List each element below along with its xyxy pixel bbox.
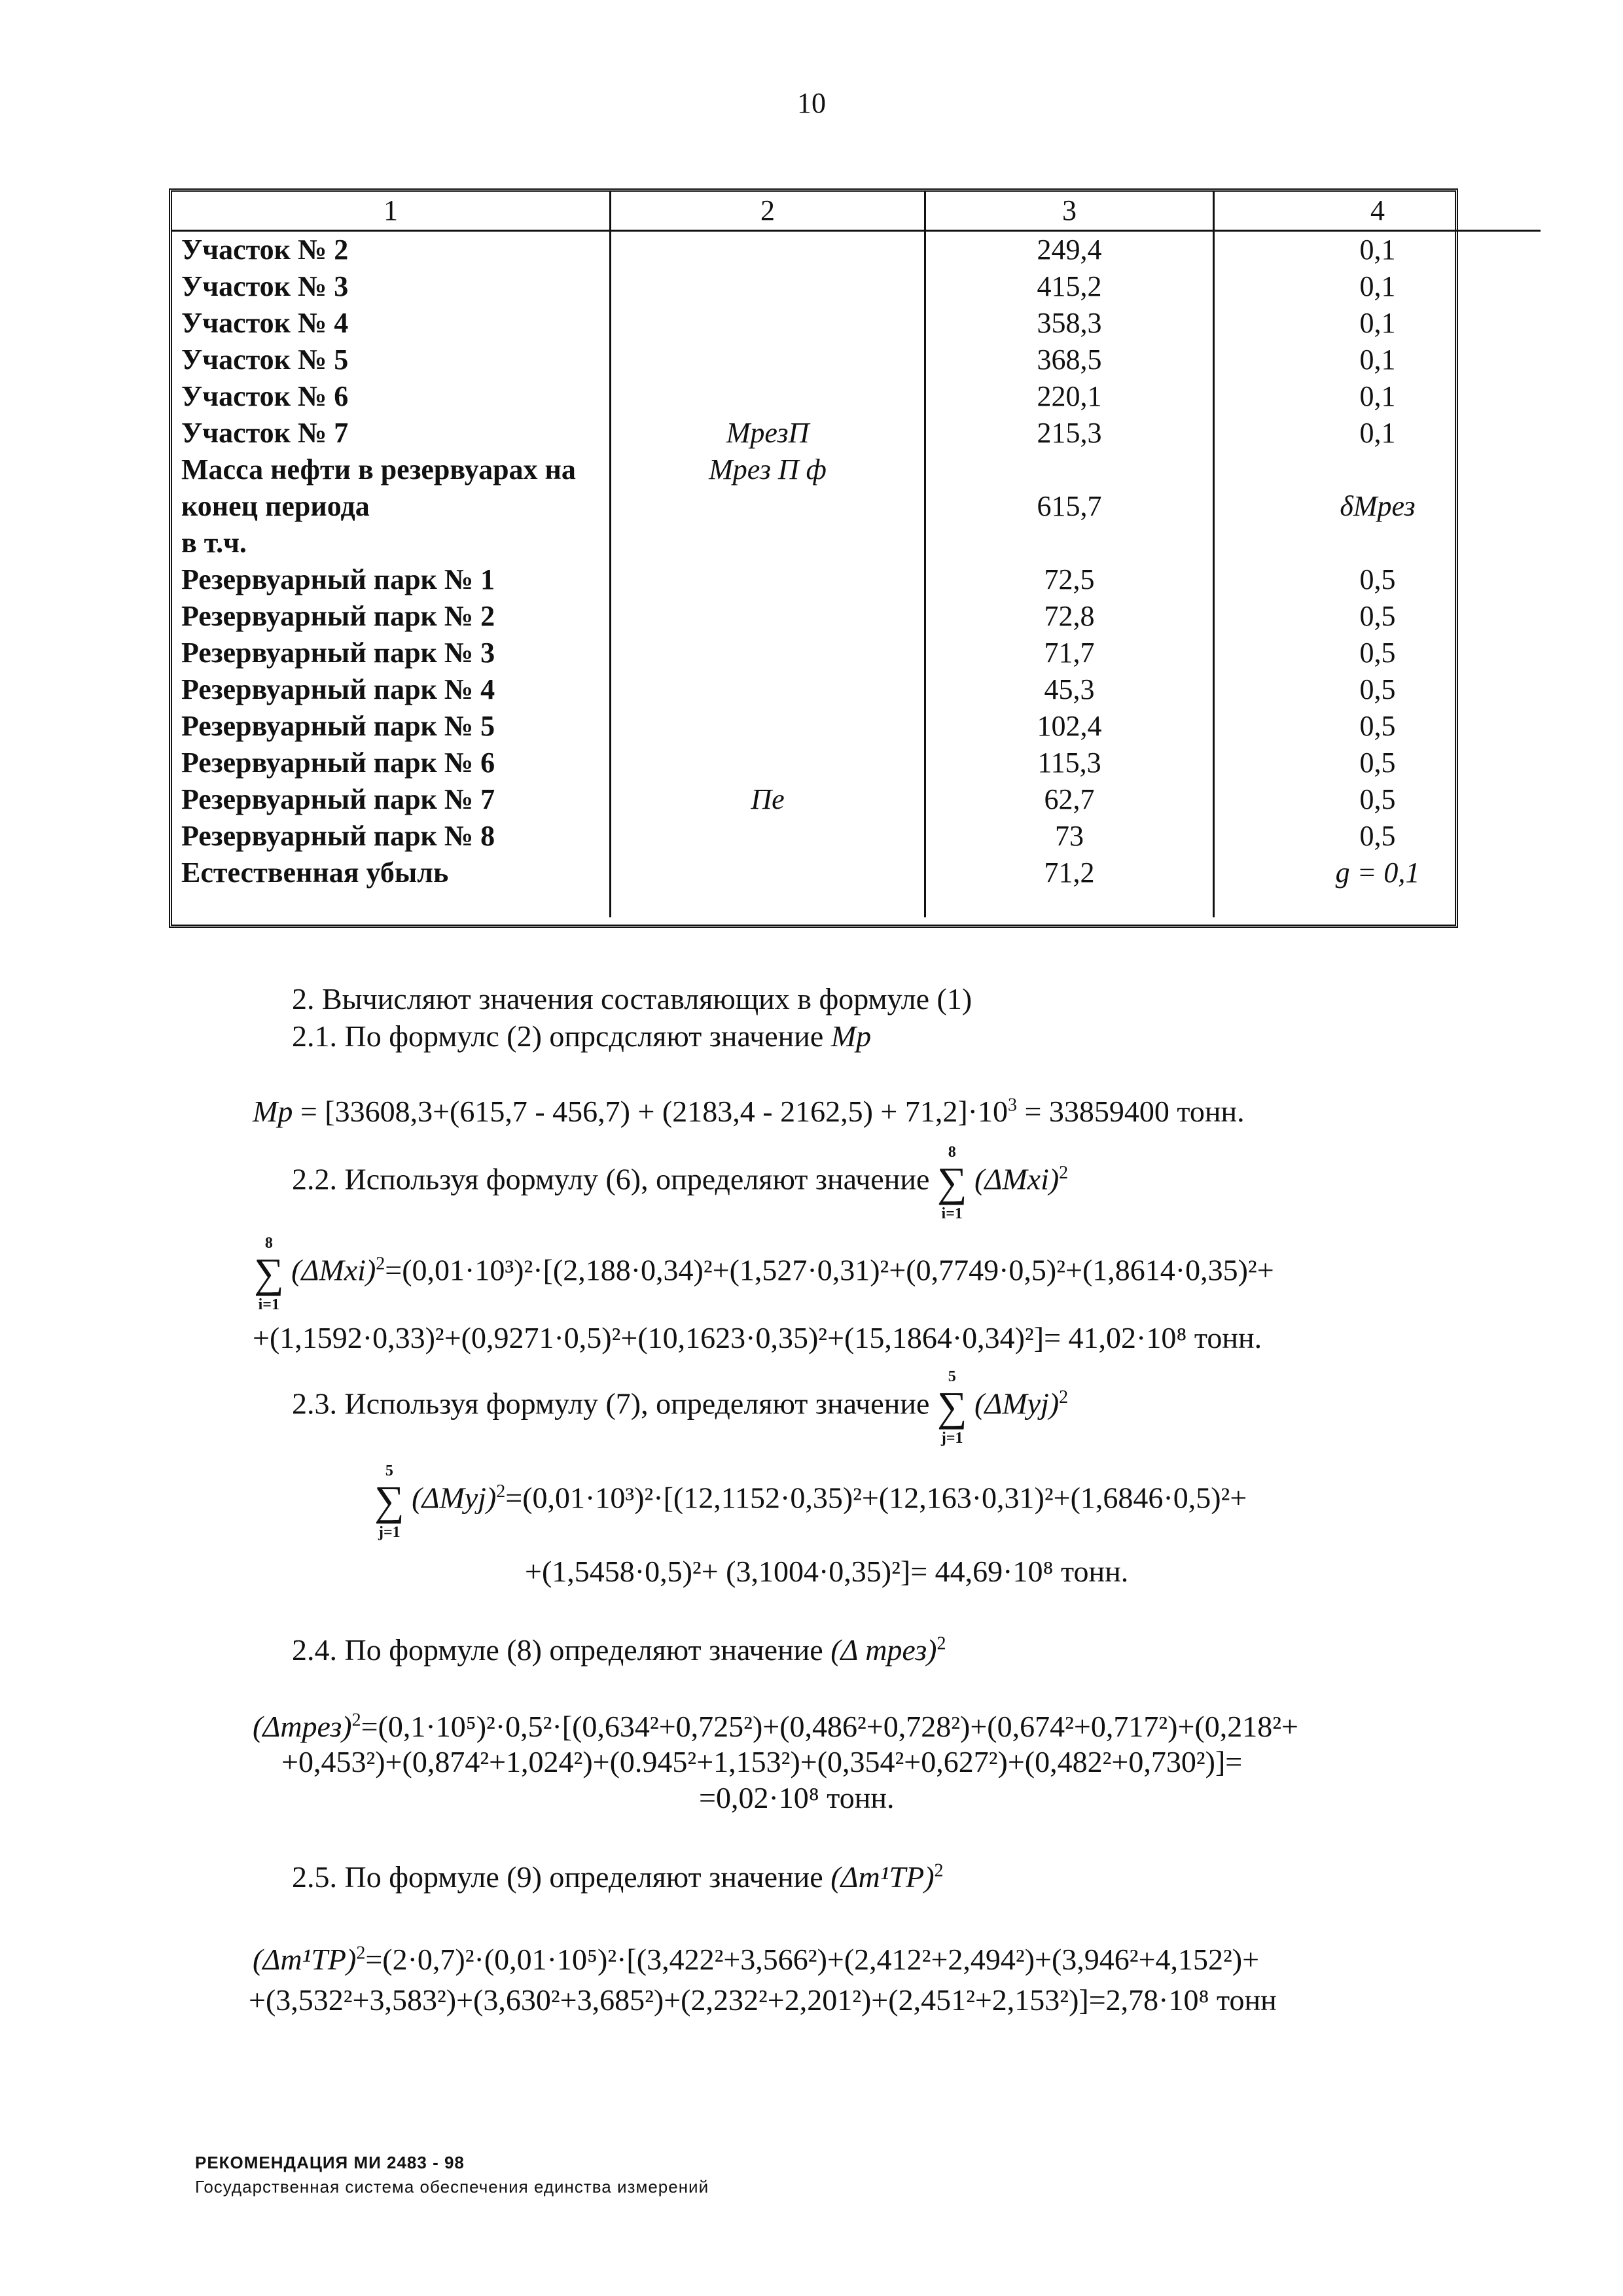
row-name-cell: Резервуарный парк № 3 <box>172 635 611 671</box>
row-symbol-cell <box>611 598 925 635</box>
row-name-cell: Участок № 6 <box>172 378 611 415</box>
row-name-cell: Участок № 4 <box>172 305 611 342</box>
table-header-cell: 4 <box>1214 192 1541 231</box>
table-row <box>172 305 1541 342</box>
table-row <box>172 781 1541 818</box>
section-2-1-heading: 2.1. По формулс (2) опрсдсляют значение Mр <box>292 1019 872 1053</box>
row-name-cell: Участок № 3 <box>172 268 611 305</box>
row-name-cell: Резервуарный парк № 6 <box>172 745 611 781</box>
row-value-cell: 45,3 <box>925 671 1214 708</box>
row-symbol-cell <box>611 818 925 855</box>
row-symbol-cell: Mрез П ф <box>611 451 925 488</box>
row-error-cell: g = 0,1 <box>1335 857 1420 889</box>
table-row <box>172 855 1541 891</box>
row-name-cell: Резервуарный парк № 7 <box>172 781 611 818</box>
row-error-cell: 0,5 <box>1359 710 1396 742</box>
table-header-cell: 2 <box>611 192 925 231</box>
formula-2-2-line2: +(1,1592·0,33)²+(0,9271·0,5)²+(10,1623·0,35)²+(15,1864·0,34)²]= 41,02·10⁸ тонн. <box>253 1321 1262 1354</box>
row-value-cell: 220,1 <box>925 378 1214 415</box>
formula-2-5-line2: +(3,532²+3,583²)+(3,630²+3,685²)+(2,232²+2,201²)+(2,451²+2,153²)]=2,78·10⁸ тонн <box>249 1983 1277 2017</box>
row-name-cell: конец периода <box>172 488 611 525</box>
row-error-cell: 0,5 <box>1359 563 1396 595</box>
row-symbol-cell <box>611 855 925 891</box>
table-header-row <box>172 192 1541 231</box>
table-row <box>172 708 1541 745</box>
formula-2-4-line3: =0,02·10⁸ тонн. <box>699 1781 895 1814</box>
section-2-2-heading: 2.2. Используя формулу (6), определяют значение ∑ 8 i=1 $(\Delta Mxi)^2$ <box>292 1144 1069 1222</box>
row-symbol-cell: Пе <box>611 781 925 818</box>
row-symbol-cell <box>611 305 925 342</box>
table-filler-row <box>172 891 1541 917</box>
row-symbol-cell <box>611 488 925 525</box>
table-row <box>172 268 1541 305</box>
row-name-cell: Резервуарный парк № 4 <box>172 671 611 708</box>
row-value-cell: 102,4 <box>925 708 1214 745</box>
row-error-cell: 0,5 <box>1359 673 1396 705</box>
row-name-cell: Резервуарный парк № 8 <box>172 818 611 855</box>
section-2-heading: 2. Вычисляют значения составляющих в формуле (1) <box>292 982 972 1016</box>
sum-symbol: ∑ 8 i=1 <box>936 1144 967 1222</box>
row-value-cell: 358,3 <box>925 305 1214 342</box>
row-value-cell: 215,3 <box>925 415 1214 451</box>
row-name-cell: Участок № 2 <box>172 231 611 269</box>
row-value-cell: 115,3 <box>925 745 1214 781</box>
data-table <box>169 188 1458 928</box>
row-name-cell: Резервуарный парк № 1 <box>172 561 611 598</box>
row-error-cell: 0,5 <box>1359 820 1396 852</box>
row-symbol-cell <box>611 268 925 305</box>
row-value-cell <box>925 451 1214 488</box>
row-error-cell: 0,5 <box>1359 600 1396 632</box>
table-row <box>172 561 1541 598</box>
table-row <box>172 635 1541 671</box>
row-name-cell: Масса нефти в резервуарах на <box>172 451 611 488</box>
row-name-cell: Резервуарный парк № 2 <box>172 598 611 635</box>
row-error-cell: 0,1 <box>1359 417 1396 449</box>
table-row <box>172 525 1541 561</box>
row-value-cell: 73 <box>925 818 1214 855</box>
row-value-cell: 71,2 <box>925 855 1214 891</box>
row-symbol-cell <box>611 378 925 415</box>
table-row <box>172 231 1541 269</box>
row-symbol-cell <box>611 561 925 598</box>
section-2-3-heading: 2.3. Используя формулу (7), определяют значение ∑ 5 j=1 $(\Delta Myj)^2$ <box>292 1368 1069 1447</box>
table-row <box>172 415 1541 451</box>
row-symbol-cell <box>611 708 925 745</box>
row-error-cell <box>1214 451 1541 488</box>
row-symbol-cell: MрезП <box>611 415 925 451</box>
page-number: 10 <box>797 87 826 119</box>
row-name-cell: Резервуарный парк № 5 <box>172 708 611 745</box>
row-symbol-cell <box>611 525 925 561</box>
row-value-cell <box>925 525 1214 561</box>
row-value-cell: 615,7 <box>925 488 1214 525</box>
formula-2-3-line2: +(1,5458·0,5)²+ (3,1004·0,35)²]= 44,69·10⁸ тонн. <box>525 1555 1129 1588</box>
section-2-5-heading: 2.5. По формуле (9) определяют значение $(\Delta m^1ТР)^2$ <box>292 1860 944 1894</box>
row-symbol-cell <box>611 745 925 781</box>
row-value-cell: 415,2 <box>925 268 1214 305</box>
sum-symbol: ∑ 5 j=1 <box>936 1368 967 1447</box>
table-row <box>172 598 1541 635</box>
table-row <box>172 488 1541 525</box>
table-row <box>172 818 1541 855</box>
row-error-cell: 0,5 <box>1359 783 1396 815</box>
footer-subtitle: Государственная система обеспечения единства измерений <box>195 2177 709 2197</box>
table-row <box>172 451 1541 488</box>
footer-title: РЕКОМЕНДАЦИЯ МИ 2483 - 98 <box>195 2153 465 2172</box>
sum-symbol: ∑ 8 i=1 <box>254 1235 284 1313</box>
row-value-cell: 249,4 <box>925 231 1214 269</box>
table-row <box>172 745 1541 781</box>
sum-symbol: ∑ 5 j=1 <box>374 1462 404 1541</box>
formula-2-4-line2: +0,453²)+(0,874²+1,024²)+(0.945²+1,153²)+(0,354²+0,627²)+(0,482²+0,730²)]= <box>281 1745 1243 1778</box>
row-name-cell: в т.ч. <box>172 525 611 561</box>
row-error-cell: 0,1 <box>1359 380 1396 412</box>
section-2-4-heading: 2.4. По формуле (8) определяют значение (Δ mрез)$^2$ <box>292 1633 946 1667</box>
row-value-cell: 62,7 <box>925 781 1214 818</box>
row-value-cell: 368,5 <box>925 342 1214 378</box>
row-symbol-cell <box>611 635 925 671</box>
mp-symbol: Mр <box>830 1019 872 1053</box>
row-error-cell <box>1214 525 1541 561</box>
row-error-cell: 0,5 <box>1359 637 1396 669</box>
formula-2-4-line1: (Δmрез)$^2$=(0,1·10⁵)²·0,5²·[(0,634²+0,725²)+(0,486²+0,728²)+(0,674²+0,717²)+(0,218²+ <box>253 1710 1298 1743</box>
row-symbol-cell <box>611 342 925 378</box>
row-error-cell: 0,1 <box>1359 270 1396 302</box>
row-error-cell: δMрез <box>1340 490 1416 522</box>
table-header-cell: 3 <box>925 192 1214 231</box>
row-value-cell: 72,8 <box>925 598 1214 635</box>
row-error-cell: 0,5 <box>1359 747 1396 779</box>
row-name-cell: Участок № 7 <box>172 415 611 451</box>
row-name-cell: Естественная убыль <box>172 855 611 891</box>
table-row <box>172 342 1541 378</box>
table-row <box>172 378 1541 415</box>
mp-formula: Mр = $[33608,3+(615,7 - 456,7) + (2183,4 - 2162,5) + 71,2]\cdot 10^3 = 33859400$ тонн. <box>253 1095 1245 1128</box>
row-error-cell: 0,1 <box>1359 234 1396 266</box>
row-error-cell: 0,1 <box>1359 307 1396 339</box>
table-row <box>172 671 1541 708</box>
row-symbol-cell <box>611 671 925 708</box>
row-error-cell: 0,1 <box>1359 344 1396 376</box>
row-value-cell: 72,5 <box>925 561 1214 598</box>
formula-2-5-line1: $(\Delta m^1ТР)^2=(2\cdot 0,7)^2\cdot(0,01\cdot 10^5)^2\cdot[(3,422^2+3,566^2)+(2,412^2+2,494^2)+(3,946^2+4,152^2)+$ <box>253 1943 1260 1976</box>
formula-2-2-line1: ∑ 8 i=1 $(\Delta Mxi)^2=(0,01\cdot 10^3)^2\cdot[(2,188\cdot 0,34)^2+(1,527\cdot 0,31)^2+(0,7749\cdot 0,5)^2+(1,8614\cdot 0,35)^2+$ <box>254 1235 1274 1313</box>
row-name-cell: Участок № 5 <box>172 342 611 378</box>
row-symbol-cell <box>611 231 925 269</box>
row-value-cell: 71,7 <box>925 635 1214 671</box>
formula-2-3-line1: ∑ 5 j=1 $(\Delta Myj)^2=(0,01\cdot 10^3)^2\cdot[(12,1152\cdot 0,35)^2+(12,163\cdot 0,31)^2+(1,6846\cdot 0,5)^2+$ <box>374 1462 1247 1541</box>
table-header-cell: 1 <box>172 192 611 231</box>
